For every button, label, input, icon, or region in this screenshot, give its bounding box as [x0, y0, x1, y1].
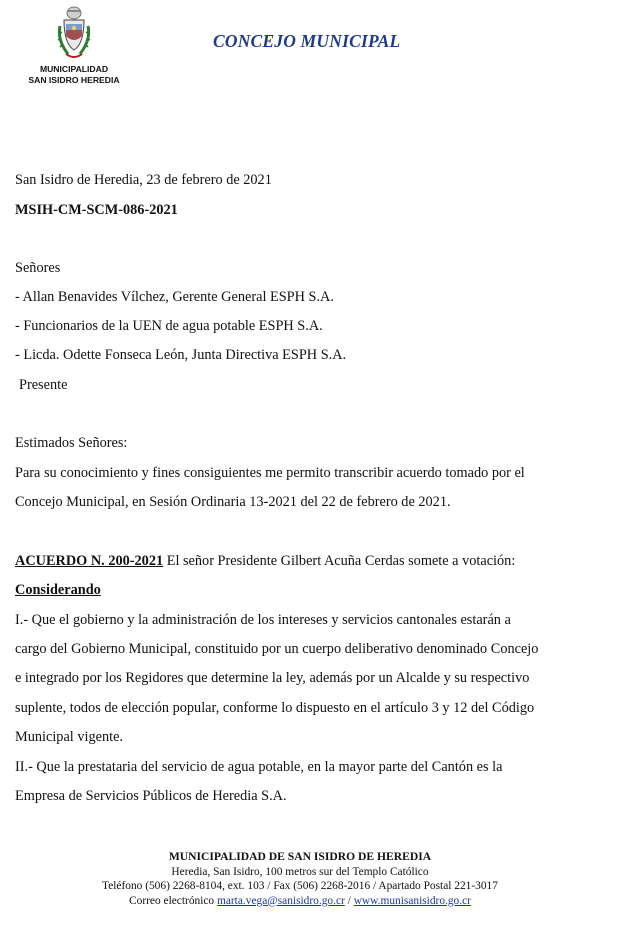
footer-phones: Teléfono (506) 2268-8104, ext. 103 / Fax (506) 2268-2016 / Apartado Postal 221-3017	[102, 880, 498, 892]
email-label: Correo electrónico	[129, 894, 217, 907]
logo-text-line2: SAN ISIDRO HEREDIA	[28, 75, 120, 85]
considerando-heading: Considerando	[15, 582, 101, 598]
logo-text-line1: MUNICIPALIDAD	[39, 64, 109, 74]
agreement-line	[15, 553, 515, 570]
footer-address: Heredia, San Isidro, 100 metros sur del Templo Católico	[171, 865, 429, 878]
salutation-head: Señores	[15, 260, 61, 276]
municipal-logo	[12, 4, 136, 86]
agreement-text: El señor Presidente Gilbert Acuña Cerdas somete a votación:	[163, 553, 516, 569]
greeting: Estimados Señores:	[15, 435, 128, 451]
recipient-line: - Licda. Odette Fonseca León, Junta Directiva ESPH S.A.	[15, 347, 347, 363]
paragraph-line: Municipal vigente.	[15, 729, 123, 745]
paragraph-line: II.- Que la prestataria del servicio de agua potable, en la mayor parte del Cantón es la	[15, 759, 503, 775]
paragraph-line: e integrado por los Regidores que determine la ley, además por un Alcalde y su respectivo	[15, 670, 530, 686]
presente-line: Presente	[19, 377, 68, 393]
place-date: San Isidro de Heredia, 23 de febrero de 2021	[15, 172, 272, 188]
intro-line: Para su conocimiento y fines consiguientes me permito transcribir acuerdo tomado por el	[15, 465, 525, 481]
link-separator: /	[344, 894, 354, 907]
header-title: CONCEJO MUNICIPAL	[213, 31, 401, 51]
footer-title: MUNICIPALIDAD DE SAN ISIDRO DE HEREDIA	[168, 850, 432, 863]
footer	[0, 850, 600, 908]
recipient-line: - Funcionarios de la UEN de agua potable ESPH S.A.	[15, 318, 323, 334]
paragraph-line: Empresa de Servicios Públicos de Heredia S.A.	[15, 788, 287, 804]
paragraph-line: I.- Que el gobierno y la administración de los intereses y servicios cantonales estarán a	[15, 612, 511, 628]
website-link[interactable]: www.munisanisidro.go.cr	[353, 894, 471, 907]
paragraph-line: suplente, todos de elección popular, conforme lo dispuesto en el artículo 3 y 12 del Código	[15, 700, 535, 716]
intro-line: Concejo Municipal, en Sesión Ordinaria 13-2021 del 22 de febrero de 2021.	[15, 494, 451, 510]
recipient-line: - Allan Benavides Vílchez, Gerente General ESPH S.A.	[15, 289, 334, 305]
email-link[interactable]: marta.vega@sanisidro.go.cr	[216, 894, 345, 907]
agreement-label: ACUERDO N. 200-2021	[15, 553, 164, 569]
reference-number: MSIH-CM-SCM-086-2021	[15, 202, 178, 218]
footer-contact	[0, 894, 600, 909]
paragraph-line: cargo del Gobierno Municipal, constituido por un cuerpo deliberativo denominado Concejo	[15, 641, 539, 657]
coat-of-arms-icon	[54, 4, 94, 64]
